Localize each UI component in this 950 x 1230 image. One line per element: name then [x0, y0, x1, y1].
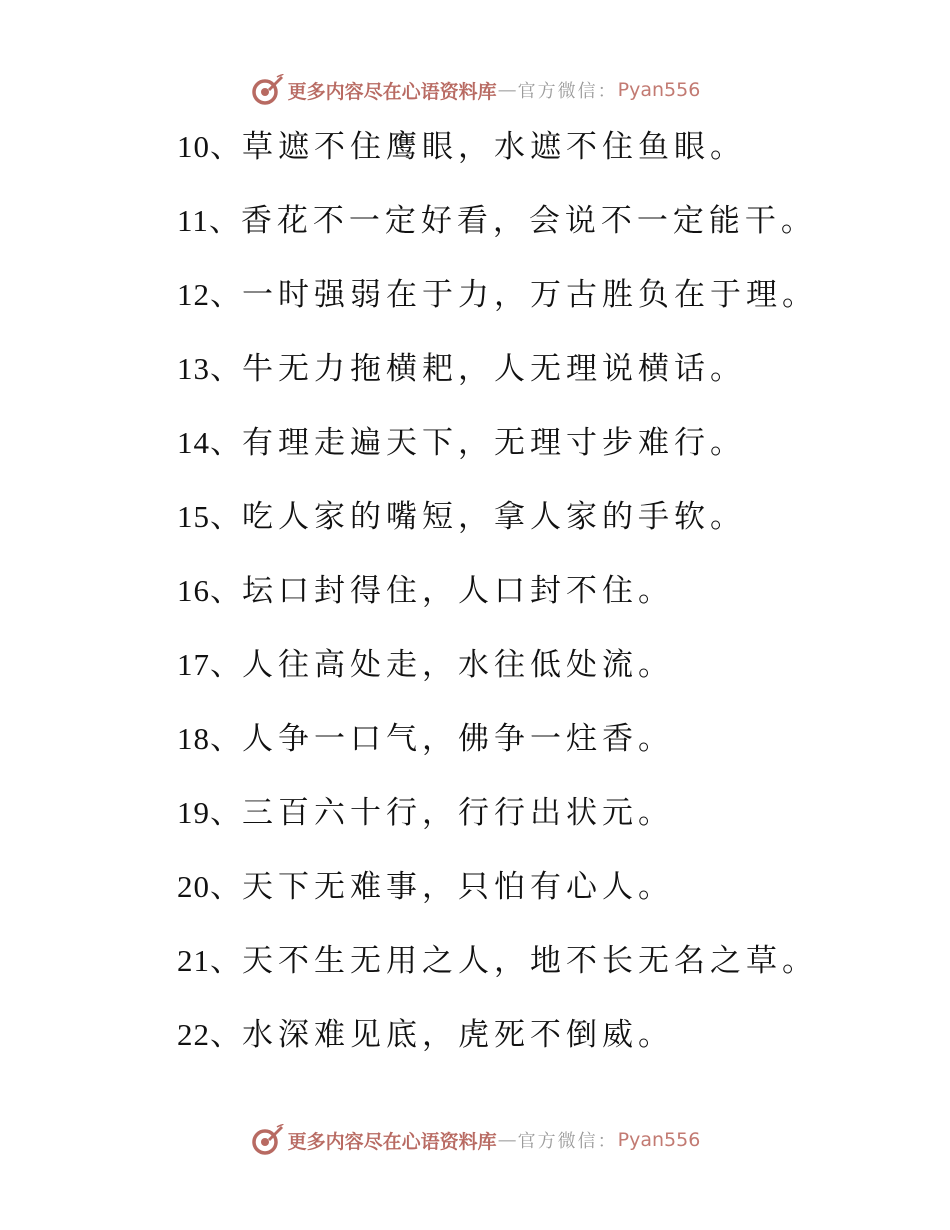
proverb-list [177, 120, 818, 1082]
list-item [177, 638, 818, 712]
proverb-text: 水深难见底，虎死不倒威。 [242, 1017, 674, 1053]
list-item [177, 342, 818, 416]
list-item [177, 712, 818, 786]
proverb-number: 11、 [177, 203, 241, 238]
watermark-brand-text: 更多内容尽在心语资料库 [287, 80, 497, 103]
list-item [177, 1008, 818, 1082]
proverb-number: 19、 [177, 795, 242, 830]
list-item [177, 416, 818, 490]
proverb-text: 吃人家的嘴短，拿人家的手软。 [242, 499, 746, 535]
watermark-wechat-id: Pyan556 [617, 79, 701, 101]
proverb-number: 18、 [177, 721, 242, 756]
proverb-text: 三百六十行，行行出状元。 [242, 795, 674, 831]
list-item [177, 120, 818, 194]
proverb-number: 16、 [177, 573, 242, 608]
proverb-text: 人争一口气，佛争一炷香。 [242, 721, 674, 757]
list-item [177, 860, 818, 934]
list-item [177, 934, 818, 1008]
proverb-number: 10、 [177, 129, 242, 164]
proverb-text: 天下无难事，只怕有心人。 [242, 869, 674, 905]
list-item [177, 564, 818, 638]
quill-pen-logo-icon [250, 1123, 284, 1157]
watermark-separator: — [497, 1129, 517, 1151]
proverb-number: 15、 [177, 499, 242, 534]
proverb-number: 14、 [177, 425, 242, 460]
proverb-text: 坛口封得住，人口封不住。 [242, 573, 674, 609]
watermark-brand-text: 更多内容尽在心语资料库 [287, 1130, 497, 1153]
list-item [177, 194, 818, 268]
watermark-separator: — [497, 79, 517, 101]
footer-watermark [0, 1120, 950, 1160]
list-item [177, 268, 818, 342]
header-watermark [0, 70, 950, 110]
proverb-number: 13、 [177, 351, 242, 386]
proverb-number: 20、 [177, 869, 242, 904]
proverb-text: 草遮不住鹰眼，水遮不住鱼眼。 [242, 129, 746, 165]
watermark-wechat-label: 官方微信： [517, 1131, 618, 1152]
watermark-wechat-id: Pyan556 [617, 1129, 701, 1151]
proverb-text: 人往高处走，水往低处流。 [242, 647, 674, 683]
proverb-number: 22、 [177, 1017, 242, 1052]
proverb-text: 天不生无用之人，地不长无名之草。 [242, 943, 818, 979]
list-item [177, 490, 818, 564]
proverb-text: 有理走遍天下，无理寸步难行。 [242, 425, 746, 461]
proverb-text: 牛无力拖横耙，人无理说横话。 [242, 351, 746, 387]
proverb-number: 21、 [177, 943, 242, 978]
watermark-wechat-label: 官方微信： [517, 81, 618, 102]
quill-pen-logo-icon [250, 73, 284, 107]
proverb-number: 17、 [177, 647, 242, 682]
proverb-number: 12、 [177, 277, 242, 312]
proverb-text: 香花不一定好看，会说不一定能干。 [240, 203, 817, 239]
list-item [177, 786, 818, 860]
proverb-text: 一时强弱在于力，万古胜负在于理。 [242, 277, 818, 313]
